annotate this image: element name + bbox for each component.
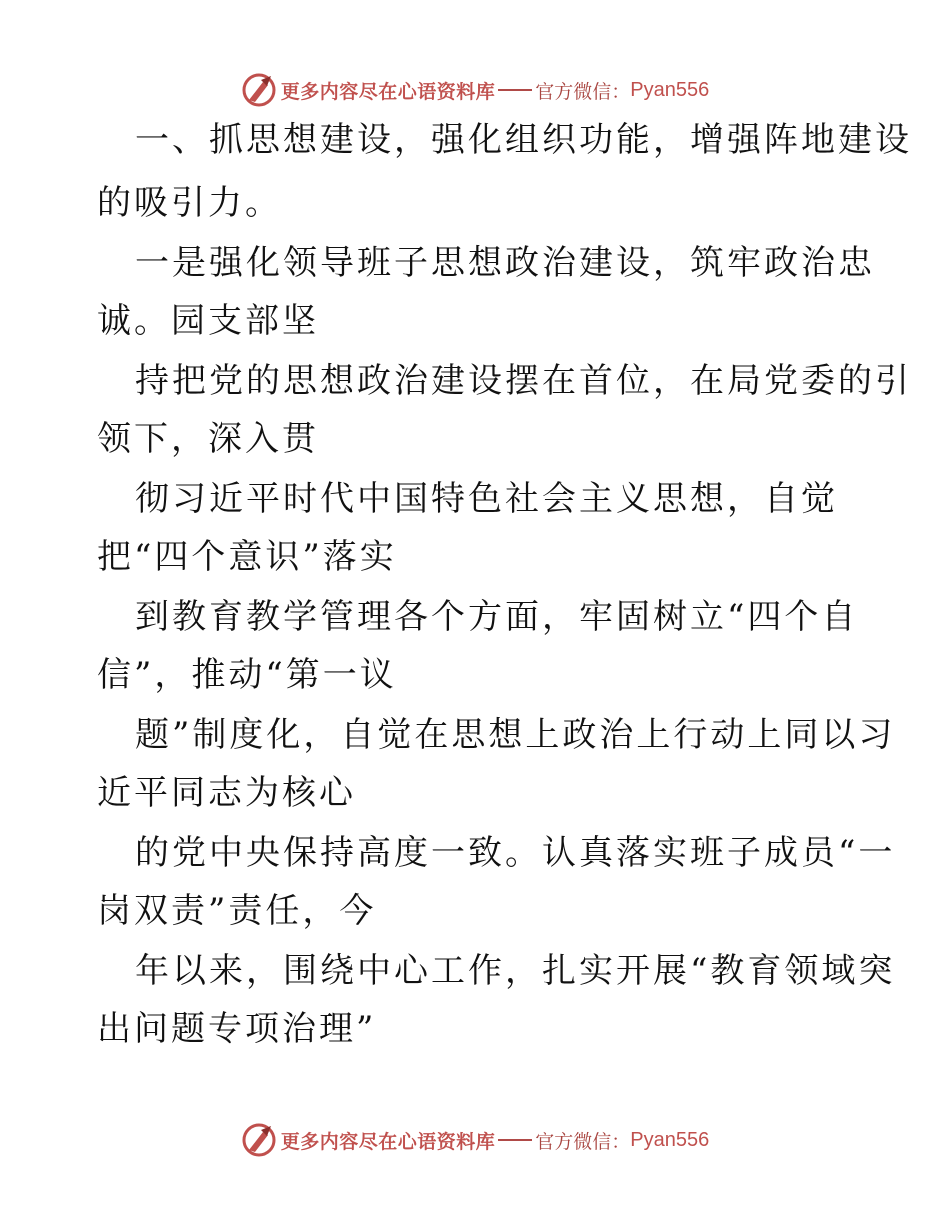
text-line: 把“四个意识”落实 bbox=[97, 537, 397, 577]
footer-wechat-id: Pyan556 bbox=[630, 1128, 710, 1151]
header-brand: 更多内容尽在心语资料库 bbox=[280, 80, 496, 103]
text-line: 一、抓思想建设，强化组织功能，增强阵地建设 bbox=[135, 120, 912, 160]
text-line: 近平同志为核心 bbox=[97, 773, 356, 813]
header-watermark bbox=[0, 70, 950, 110]
text-line: 信”，推动“第一议 bbox=[97, 655, 397, 695]
text-line: 出问题专项治理” bbox=[97, 1009, 377, 1049]
text-line: 领下，深入贯 bbox=[97, 419, 319, 459]
text-line: 持把党的思想政治建设摆在首位，在局党委的引 bbox=[135, 361, 912, 401]
header-subtitle: 官方微信： bbox=[535, 80, 631, 103]
text-line: 的吸引力。 bbox=[97, 183, 282, 223]
footer-brand: 更多内容尽在心语资料库 bbox=[280, 1130, 496, 1153]
quill-logo-icon bbox=[241, 1122, 277, 1158]
text-line: 的党中央保持高度一致。认真落实班子成员“一 bbox=[135, 833, 896, 873]
text-line: 彻习近平时代中国特色社会主义思想，自觉 bbox=[135, 479, 838, 519]
text-line: 岗双责”责任，今 bbox=[97, 891, 377, 931]
text-line: 诚。园支部坚 bbox=[97, 301, 319, 341]
text-line: 年以来，围绕中心工作，扎实开展“教育领域突 bbox=[135, 951, 896, 991]
footer-subtitle: 官方微信： bbox=[535, 1130, 631, 1153]
text-line: 题”制度化，自觉在思想上政治上行动上同以习 bbox=[135, 715, 896, 755]
header-dash bbox=[498, 89, 532, 91]
footer-watermark bbox=[0, 1120, 950, 1160]
text-line: 到教育教学管理各个方面，牢固树立“四个自 bbox=[135, 597, 859, 637]
footer-dash bbox=[498, 1139, 532, 1141]
quill-logo-icon bbox=[241, 72, 277, 108]
text-line: 一是强化领导班子思想政治建设，筑牢政治忠 bbox=[135, 243, 875, 283]
header-wechat-id: Pyan556 bbox=[630, 78, 710, 101]
